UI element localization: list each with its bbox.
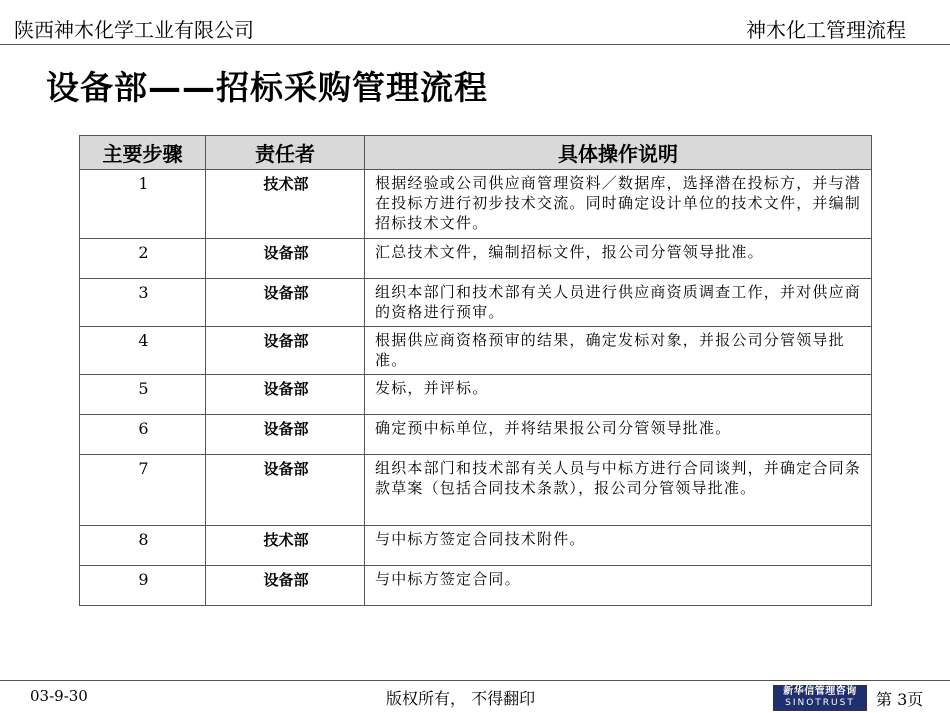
table-row [80, 526, 872, 566]
logo-chinese-text: 新华信管理咨询 [783, 686, 857, 697]
step-number: 2 [80, 239, 206, 279]
section-title: 神木化工管理流程 [746, 18, 906, 42]
footer-date: 03-9-30 [30, 687, 88, 705]
table-row [80, 327, 872, 375]
column-header-owner: 责任者 [206, 136, 365, 170]
step-number: 5 [80, 375, 206, 415]
table-header-row [80, 136, 872, 170]
responsible-party: 设备部 [206, 415, 365, 455]
responsible-party: 设备部 [206, 239, 365, 279]
step-number: 8 [80, 526, 206, 566]
table-row [80, 566, 872, 606]
sinotrust-logo [773, 685, 867, 711]
process-table [79, 135, 872, 606]
copyright-notice: 版权所有， 不得翻印 [386, 689, 536, 708]
table-row [80, 279, 872, 327]
step-description: 组织本部门和技术部有关人员与中标方进行合同谈判，并确定合同条款草案（包括合同技术条款），报公司分管领导批准。 [365, 455, 872, 526]
step-number: 9 [80, 566, 206, 606]
step-description: 与中标方签定合同。 [365, 566, 872, 606]
table-row [80, 375, 872, 415]
step-description: 组织本部门和技术部有关人员进行供应商资质调查工作，并对供应商的资格进行预审。 [365, 279, 872, 327]
step-description: 与中标方签定合同技术附件。 [365, 526, 872, 566]
responsible-party: 设备部 [206, 279, 365, 327]
step-description: 汇总技术文件，编制招标文件，报公司分管领导批准。 [365, 239, 872, 279]
step-description: 根据经验或公司供应商管理资料／数据库，选择潜在投标方，并与潜在投标方进行初步技术交流。同时确定设计单位的技术文件，并编制招标技术文件。 [365, 170, 872, 239]
page-number: 第 3页 [876, 690, 924, 709]
table-row [80, 455, 872, 526]
step-number: 6 [80, 415, 206, 455]
step-description: 发标，并评标。 [365, 375, 872, 415]
step-description: 确定预中标单位，并将结果报公司分管领导批准。 [365, 415, 872, 455]
header-divider [0, 44, 950, 45]
step-number: 3 [80, 279, 206, 327]
step-number: 4 [80, 327, 206, 375]
responsible-party: 设备部 [206, 566, 365, 606]
page-title: 设备部——招标采购管理流程 [46, 68, 488, 107]
step-number: 1 [80, 170, 206, 239]
table-row [80, 170, 872, 239]
responsible-party: 设备部 [206, 375, 365, 415]
responsible-party: 设备部 [206, 455, 365, 526]
table-row [80, 239, 872, 279]
logo-english-text: SINOTRUST [785, 698, 855, 708]
footer-divider [0, 680, 950, 681]
step-number: 7 [80, 455, 206, 526]
responsible-party: 设备部 [206, 327, 365, 375]
step-description: 根据供应商资格预审的结果，确定发标对象，并报公司分管领导批准。 [365, 327, 872, 375]
company-name: 陕西神木化学工业有限公司 [14, 18, 254, 42]
responsible-party: 技术部 [206, 526, 365, 566]
column-header-description: 具体操作说明 [365, 136, 872, 170]
responsible-party: 技术部 [206, 170, 365, 239]
table-row [80, 415, 872, 455]
column-header-step: 主要步骤 [80, 136, 206, 170]
